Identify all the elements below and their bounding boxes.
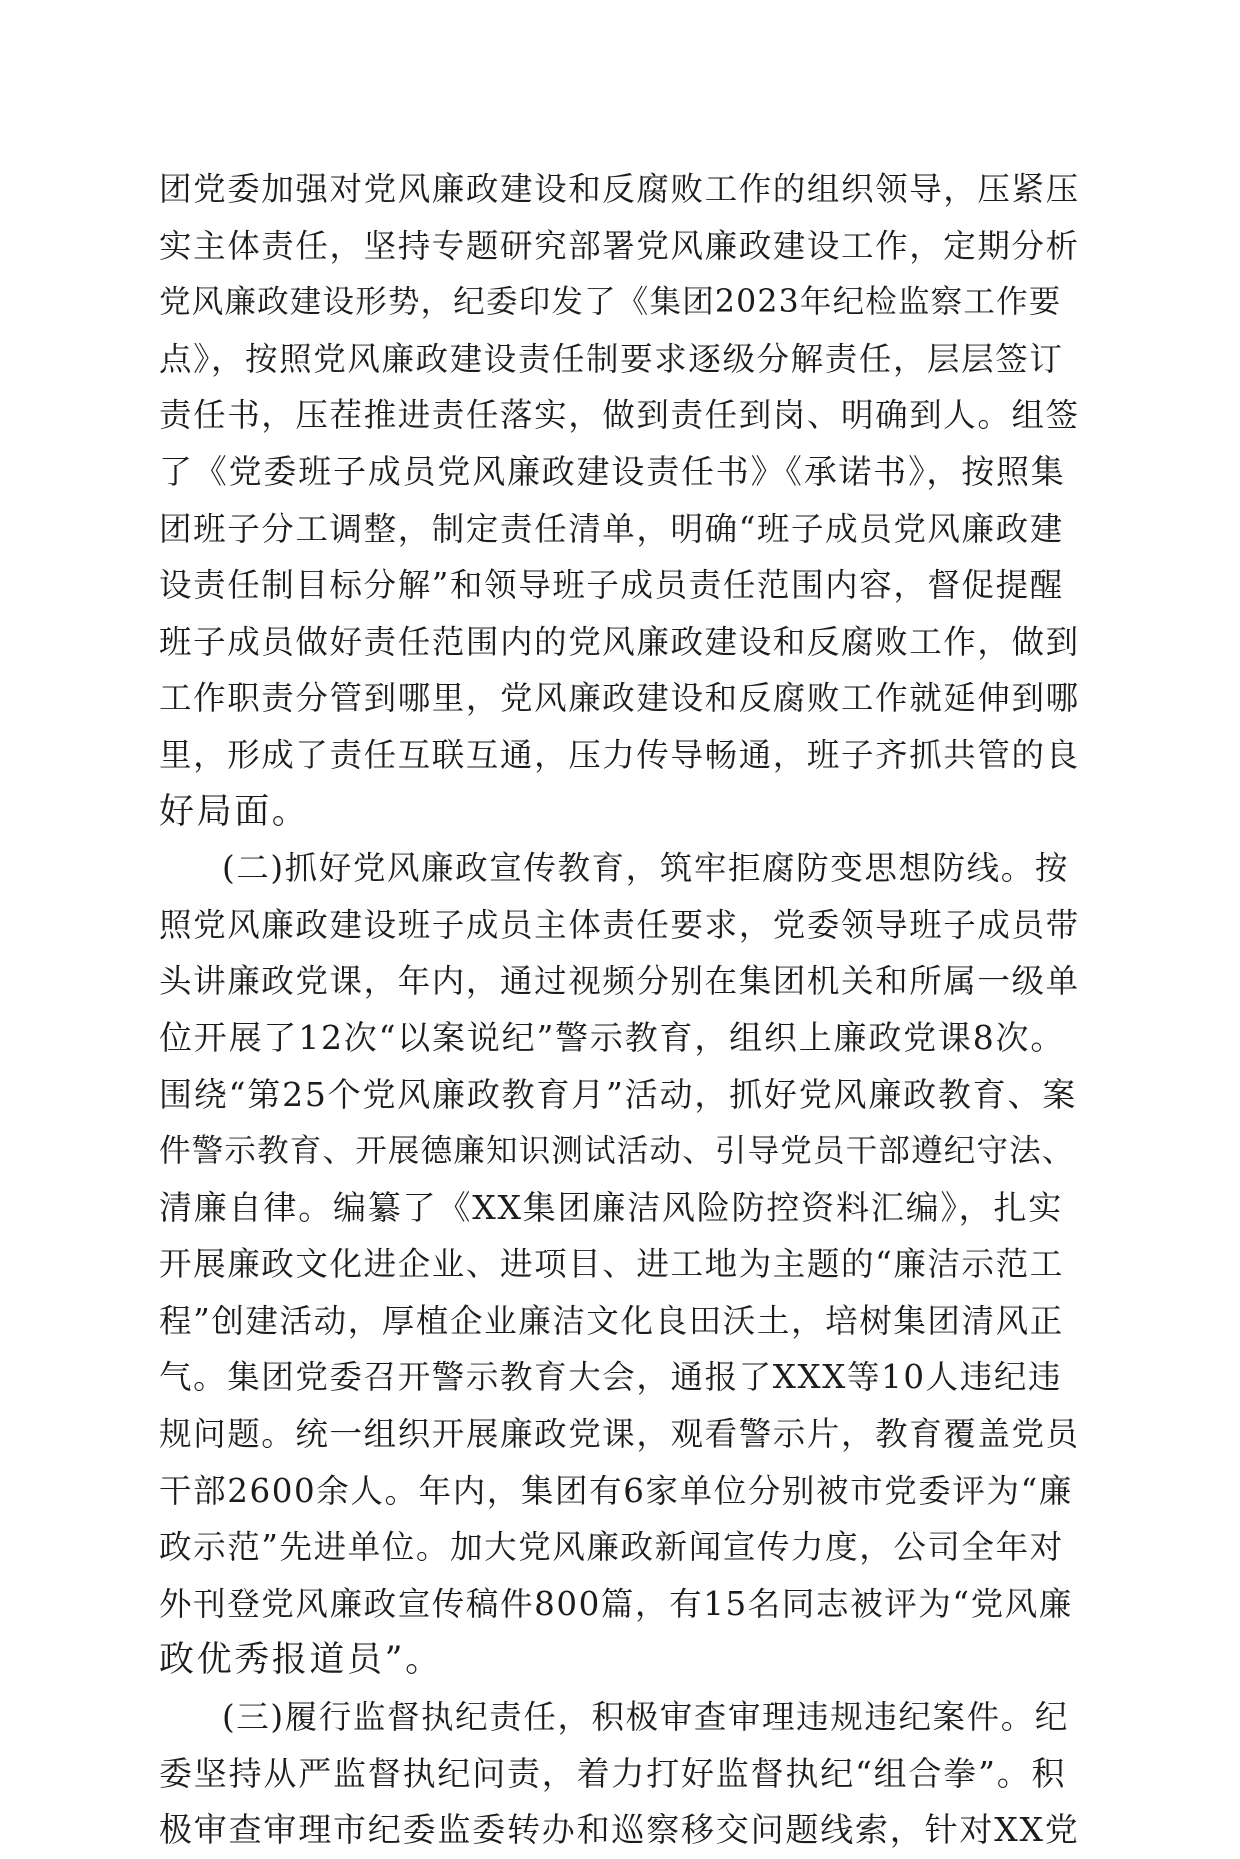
text-line: 设责任制目标分解”和领导班子成员责任范围内容，督促提醒 bbox=[159, 566, 1064, 605]
text-line: 围绕“第25个党风廉政教育月”活动，抓好党风廉政教育、案 bbox=[159, 1074, 1078, 1114]
text-line: 位开展了12次“以案说纪”警示教育，组织上廉政党课8次。 bbox=[159, 1017, 1066, 1057]
text-line: 清廉自律。编纂了《XX集团廉洁风险防控资料汇编》，扎实 bbox=[159, 1187, 1064, 1227]
text-line: 党风廉政建设形势，纪委印发了《集团2023年纪检监察工作要 bbox=[159, 284, 1062, 321]
text-line: 件警示教育、开展德廉知识测试活动、引导党员干部遵纪守法、 bbox=[159, 1133, 1075, 1170]
text-line: 班子成员做好责任范围内的党风廉政建设和反腐败工作，做到 bbox=[159, 622, 1080, 661]
text-line: 好局面。 bbox=[159, 791, 310, 832]
text-line: 规问题。统一组织开展廉政党课，观看警示片，教育覆盖党员 bbox=[159, 1415, 1080, 1454]
text-line: 气。集团党委召开警示教育大会，通报了XXX等10人违纪违 bbox=[159, 1358, 1063, 1397]
text-line: 极审查审理市纪委监委转办和巡察移交问题线索，针对XX党 bbox=[159, 1810, 1080, 1850]
paragraph-heading-line: (二)抓好党风廉政宣传教育，筑牢拒腐防变思想防线。按 bbox=[222, 849, 1069, 888]
text-line: 外刊登党风廉政宣传稿件800篇，有15名同志被评为“党风廉 bbox=[159, 1584, 1073, 1623]
text-line: 政示范”先进单位。加大党风廉政新闻宣传力度，公司全年对 bbox=[159, 1528, 1064, 1567]
text-line: 责任书，压茬推进责任落实，做到责任到岗、明确到人。组签 bbox=[159, 396, 1080, 435]
text-line: 头讲廉政党课，年内，通过视频分别在集团机关和所属一级单 bbox=[159, 962, 1080, 1001]
paragraph-3 bbox=[0, 1689, 1240, 1859]
text-line: 程”创建活动，厚植企业廉洁文化良田沃土，培树集团清风正 bbox=[159, 1301, 1064, 1340]
paragraph-1 bbox=[0, 161, 1240, 840]
text-line: 干部2600余人。年内，集团有6家单位分别被市党委评为“廉 bbox=[159, 1471, 1073, 1510]
paragraph-heading-line: (三)履行监督执纪责任，积极审查审理违规违纪案件。纪 bbox=[222, 1698, 1069, 1737]
text-line: 团党委加强对党风廉政建设和反腐败工作的组织领导，压紧压 bbox=[159, 170, 1080, 208]
text-line: 工作职责分管到哪里，党风廉政建设和反腐败工作就延伸到哪 bbox=[159, 679, 1080, 718]
text-line: 了《党委班子成员党风廉政建设责任书》《承诺书》，按照集 bbox=[159, 451, 1066, 491]
text-line: 团班子分工调整，制定责任清单，明确“班子成员党风廉政建 bbox=[159, 509, 1064, 548]
text-line: 点》，按照党风廉政建设责任制要求逐级分解责任，层层签订 bbox=[159, 339, 1064, 378]
paragraph-2 bbox=[0, 840, 1240, 1689]
text-line: 里，形成了责任互联互通，压力传导畅通，班子齐抓共管的良 bbox=[159, 735, 1080, 774]
text-line: 委坚持从严监督执纪问责，着力打好监督执纪“组合拳”。积 bbox=[159, 1753, 1067, 1793]
text-line: 照党风廉政建设班子成员主体责任要求，党委领导班子成员带 bbox=[159, 905, 1080, 944]
text-line: 开展廉政文化进企业、进项目、进工地为主题的“廉洁示范工 bbox=[159, 1245, 1064, 1284]
document-body bbox=[0, 161, 1240, 1859]
text-line: 实主体责任，坚持专题研究部署党风廉政建设工作，定期分析 bbox=[159, 226, 1080, 265]
text-line: 政优秀报道员”。 bbox=[159, 1640, 443, 1681]
